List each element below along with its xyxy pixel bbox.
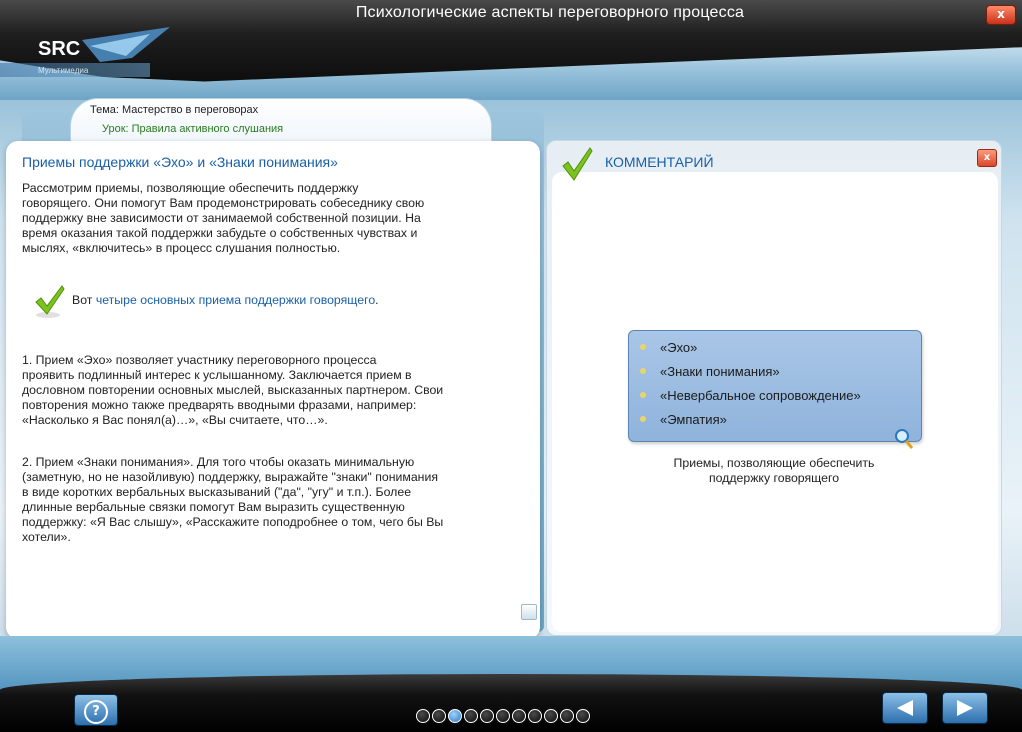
page-dot[interactable] (416, 709, 430, 723)
topic-label: Тема: Мастерство в переговорах (90, 104, 259, 116)
prev-button[interactable] (882, 692, 928, 724)
bullet-icon (640, 344, 646, 350)
comment-title: КОММЕНТАРИЙ (605, 154, 714, 170)
comment-close-button[interactable] (977, 149, 997, 167)
list-item: «Невербальное сопровождение» (640, 388, 861, 403)
list-item: «Эмпатия» (640, 412, 727, 427)
close-icon: x (997, 7, 1005, 21)
checkmark-icon (32, 284, 66, 320)
four-techniques-link[interactable]: четыре основных приема поддержки говорящего (95, 293, 376, 307)
close-icon: x (983, 152, 991, 163)
page-dot[interactable] (576, 709, 590, 723)
comment-checkmark-icon (560, 146, 594, 184)
list-item: «Знаки понимания» (640, 364, 780, 379)
bullet-icon (640, 392, 646, 398)
four-techniques-line (72, 293, 379, 307)
arrow-right-icon (955, 699, 975, 717)
four-suffix: . (375, 293, 379, 307)
page-dot[interactable] (480, 709, 494, 723)
content-title: Приемы поддержки «Эхо» и «Знаки понимания» (22, 154, 338, 170)
four-prefix: Вот (72, 293, 96, 307)
echo-paragraph: 1. Прием «Эхо» позволяет участнику переговорного процесса проявить подлинный интерес к услышанному. Заключается прием в дословном повторении основных мыслей, высказанных партнером. Свои повторения можно также предварять вводными фразами, например: «Насколько я Вас понял(а)…», «Вы считаете, что…». (22, 353, 444, 427)
page-indicator (416, 709, 590, 725)
page-dot-current[interactable] (448, 709, 462, 723)
bullet-icon (640, 416, 646, 422)
magnifier-icon[interactable] (894, 428, 914, 450)
help-button[interactable] (74, 694, 118, 726)
window-title: Психологические аспекты переговорного процесса (355, 4, 745, 21)
scroll-handle[interactable] (521, 604, 537, 620)
intro-paragraph: Рассмотрим приемы, позволяющие обеспечить поддержку говорящего. Они помогут Вам продемонстрировать собеседнику свою поддержку вне зависимости от занимаемой собственной позиции. На время оказания такой поддержки забудьте о собственных чувствах и мыслях, «включитесь» в процесс слушания полностью. (22, 181, 425, 255)
logo-subtitle: Мультимедиа (38, 66, 89, 75)
signs-paragraph: 2. Прием «Знаки понимания». Для того чтобы оказать минимальную (заметную, но не назойливую) поддержку, выражайте "знаки" понимания в виде коротких вербальных высказываний ("да", "угу" и т.п.). Более длинные вербальные связки помогут Вам выразить существенную поддержку: «Я Вас слышу», «Расскажите поподробнее о том, чего бы Вы хотели». (22, 455, 444, 544)
page-dot[interactable] (496, 709, 510, 723)
page-dot[interactable] (512, 709, 526, 723)
next-button[interactable] (942, 692, 988, 724)
arrow-left-icon (895, 699, 915, 717)
techniques-caption: Приемы, позволяющие обеспечить поддержку говорящего (673, 456, 875, 485)
page-dot[interactable] (544, 709, 558, 723)
window-close-button[interactable] (986, 5, 1016, 25)
logo-name: SRC (38, 38, 81, 60)
help-icon: ? (84, 700, 108, 724)
page-dot[interactable] (432, 709, 446, 723)
bullet-icon (640, 368, 646, 374)
lesson-label: Урок: Правила активного слушания (102, 123, 284, 135)
page-dot[interactable] (464, 709, 478, 723)
src-logo-icon (0, 22, 190, 82)
page-dot[interactable] (528, 709, 542, 723)
page-dot[interactable] (560, 709, 574, 723)
list-item: «Эхо» (640, 340, 697, 355)
